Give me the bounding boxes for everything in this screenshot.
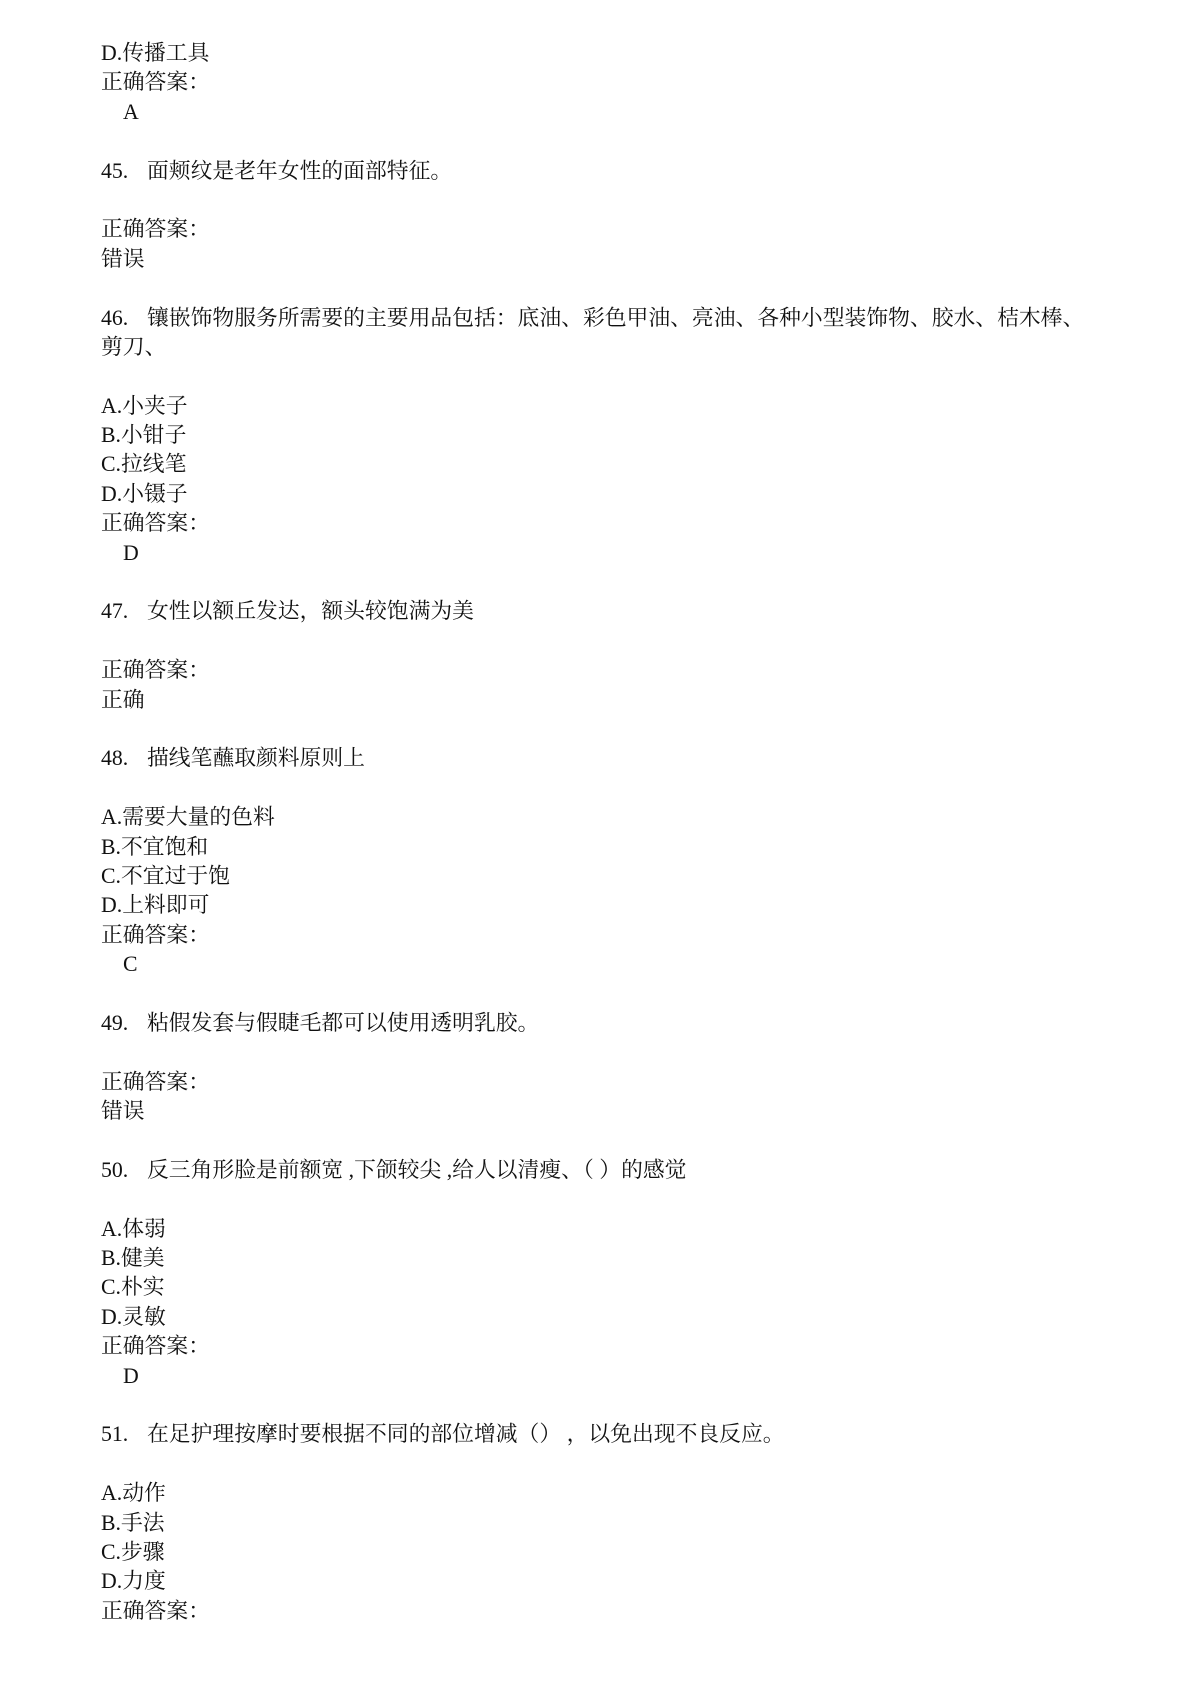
spacer [101,1185,1161,1214]
question-text: 面颊纹是老年女性的面部特征。 [147,158,453,183]
spacer [101,1038,1161,1067]
answer-value: C [123,952,138,977]
exam-page [101,39,1161,1626]
question-49 [101,1009,1161,1038]
option-a: A.需要大量的色料 [101,805,275,830]
option-b: B.手法 [101,1510,165,1535]
question-number: 48. [101,746,129,771]
spacer [101,1126,1161,1155]
answer-label: 正确答案： [101,1598,210,1623]
spacer [101,980,1161,1009]
option-a: A.体弱 [101,1216,166,1241]
answer-value: 错误 [101,1099,145,1124]
question-text: 在足护理按摩时要根据不同的部位增减（） ，以免出现不良反应。 [147,1422,785,1447]
option-d: D.小镊子 [101,481,188,506]
option-c: C.步骤 [101,1539,165,1564]
option-a: A.动作 [101,1481,166,1506]
question-50 [101,1156,1161,1185]
question-46 [101,304,1161,333]
answer-value: 错误 [101,246,145,271]
question-text: 反三角形脸是前额宽 ,下颌较尖 ,给人以清瘦、（ ）的感觉 [147,1157,687,1182]
spacer [101,1391,1161,1420]
option-d: D.灵敏 [101,1304,166,1329]
answer-label: 正确答案： [101,217,210,242]
option-d: D.传播工具 [101,41,210,65]
spacer [101,274,1161,303]
spacer [101,774,1161,803]
spacer [101,186,1161,215]
answer-value: D [123,540,139,565]
option-d: D.力度 [101,1569,166,1594]
question-number: 46. [101,305,129,330]
question-51 [101,1420,1161,1449]
answer-label: 正确答案： [101,511,210,536]
option-a: A.小夹子 [101,393,188,418]
spacer [101,127,1161,156]
answer-value: D [123,1363,139,1388]
question-number: 47. [101,599,129,624]
question-text: 粘假发套与假睫毛都可以使用透明乳胶。 [147,1010,540,1035]
answer-label: 正确答案： [101,70,210,95]
spacer [101,715,1161,744]
question-47 [101,597,1161,626]
question-text-continued: 剪刀、 [101,334,167,359]
question-number: 51. [101,1422,129,1447]
question-number: 45. [101,158,129,183]
spacer [101,568,1161,597]
answer-label: 正确答案： [101,658,210,683]
question-45 [101,157,1161,186]
spacer [101,362,1161,391]
option-b: B.小钳子 [101,423,187,448]
option-c: C.朴实 [101,1275,165,1300]
spacer [101,627,1161,656]
answer-value: A [123,99,139,124]
option-c: C.拉线笔 [101,452,187,477]
question-number: 49. [101,1010,129,1035]
answer-label: 正确答案： [101,1069,210,1094]
option-b: B.不宜饱和 [101,834,209,859]
option-b: B.健美 [101,1246,165,1271]
answer-label: 正确答案： [101,1334,210,1359]
answer-value: 正确 [101,687,145,712]
question-text: 描线笔蘸取颜料原则上 [147,746,365,771]
answer-label: 正确答案： [101,922,210,947]
option-d: D.上料即可 [101,893,210,918]
option-c: C.不宜过于饱 [101,863,230,888]
question-text: 镶嵌饰物服务所需要的主要用品包括：底油、彩色甲油、亮油、各种小型装饰物、胶水、桔木棒、 [147,305,1085,330]
question-number: 50. [101,1157,129,1182]
spacer [101,1450,1161,1479]
question-48 [101,744,1161,773]
question-text: 女性以额丘发达，额头较饱满为美 [147,599,474,624]
